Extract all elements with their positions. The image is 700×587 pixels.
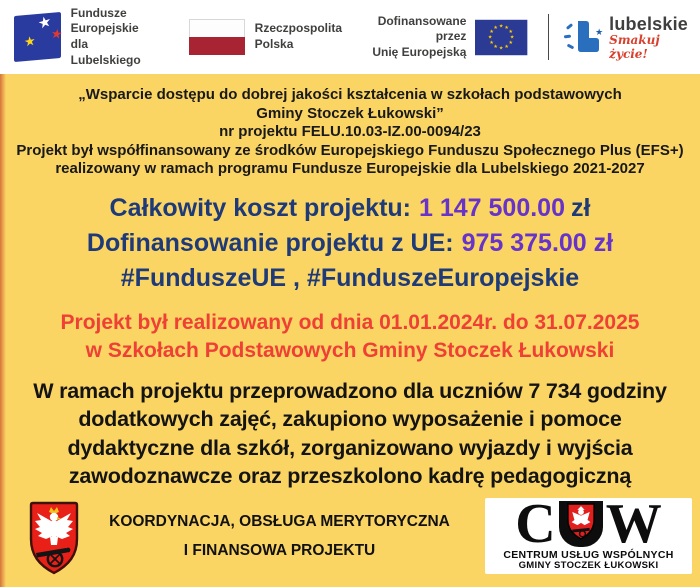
svg-text:★: ★ <box>493 43 499 50</box>
eu-logo-text <box>366 14 466 61</box>
cuw-subtitle-line2: GMINY STOCZEK ŁUKOWSKI <box>518 560 659 572</box>
eu-funding-line <box>0 226 700 261</box>
title-line: nr projektu FELU.10.03-IZ.00-0094/23 <box>219 123 481 141</box>
footer <box>0 492 700 576</box>
eu-logo-line2: Unię Europejską <box>372 44 467 59</box>
cuw-subtitle-line1: CENTRUM USŁUG WSPÓLNYCH <box>503 548 674 561</box>
svg-text:★: ★ <box>508 28 514 35</box>
svg-text:★: ★ <box>488 34 493 40</box>
fe-logo-line1: Fundusze Europejskie <box>70 5 139 36</box>
svg-text:★: ★ <box>508 39 514 46</box>
total-cost-line <box>0 191 700 226</box>
summary-line: dodatkowych zajęć, zakupiono wyposażenie i pomoce <box>78 407 622 432</box>
eu-logo-line1: Dofinansowane przez <box>377 13 467 44</box>
fe-star-white-icon: ★ <box>36 12 54 33</box>
cuw-letter-c: C <box>515 492 556 555</box>
period-line: Projekt był realizowany od dnia 01.01.2024r. do 31.07.2025 <box>60 310 640 334</box>
coordination-line1: KOORDYNACJA, OBSŁUGA MERYTORYCZNA <box>109 512 450 530</box>
svg-text:★: ★ <box>504 43 510 50</box>
lubelskie-l-icon <box>565 15 605 59</box>
fe-logo-text <box>71 6 161 68</box>
svg-text:★: ★ <box>499 44 504 51</box>
summary-line: zawodoznawcze oraz przeszkolono kadrę pedagogiczną <box>68 464 632 489</box>
eu-funding-label: Dofinansowanie projektu z UE: <box>86 228 454 257</box>
municipal-coat-of-arms-icon <box>24 496 84 576</box>
total-cost-currency: zł <box>570 193 591 222</box>
eu-funding-value: 975 375.00 zł <box>461 228 614 257</box>
fe-flag-icon <box>14 12 64 62</box>
eu-funding-logo <box>366 14 528 61</box>
cuw-letters <box>515 492 662 555</box>
poland-logo <box>189 19 342 55</box>
lubelskie-logo <box>565 14 688 61</box>
lubelskie-star-icon: ★ <box>595 27 604 37</box>
hashtags-line: #FunduszeUE , #FunduszeEuropejskie <box>120 263 580 292</box>
project-period-block <box>0 309 700 366</box>
fe-logo-line2: dla Lubelskiego <box>70 37 141 67</box>
poland-flag-icon <box>189 19 245 55</box>
poland-logo-line2: Polska <box>254 37 294 51</box>
svg-text:★: ★ <box>510 34 515 40</box>
fe-star-red-icon: ★ <box>49 25 64 42</box>
project-summary-block <box>0 377 700 491</box>
cuw-letter-u <box>559 501 603 547</box>
svg-text:★: ★ <box>499 23 504 30</box>
title-line: realizowany w ramach programu Fundusze Europejskie dla Lubelskiego 2021-2027 <box>55 160 645 178</box>
poland-flag-white-stripe <box>189 19 245 37</box>
lubelskie-logo-text <box>609 14 688 61</box>
lubelskie-tagline: Smakuj życie! <box>609 32 660 61</box>
fe-lubelskie-logo <box>14 6 161 68</box>
title-line: Projekt był współfinansowany ze środków Europejskiego Funduszu Społecznego Plus (EFS+) <box>16 141 684 159</box>
fe-star-yellow-icon: ★ <box>23 32 37 50</box>
poland-logo-line1: Rzeczpospolita <box>254 21 343 36</box>
svg-text:★: ★ <box>489 28 495 35</box>
eu-flag-icon <box>475 16 527 59</box>
cuw-letter-w: W <box>605 492 662 555</box>
svg-text:★: ★ <box>489 39 495 46</box>
coordination-line2: I FINANSOWA PROJEKTU <box>183 541 376 559</box>
title-line: „Wsparcie dostępu do dobrej jakości kształcenia w szkołach podstawowych <box>78 86 622 103</box>
svg-text:★: ★ <box>504 24 510 31</box>
cuw-logo <box>485 492 692 574</box>
project-info-body <box>0 74 700 587</box>
total-cost-value: 1 147 500.00 <box>419 193 565 222</box>
cuw-shield-icon <box>565 499 597 541</box>
lubelskie-name: lubelskie <box>609 13 688 34</box>
title-line: Gminy Stoczek Łukowski” <box>256 104 444 122</box>
total-cost-label: Całkowity koszt projektu: <box>109 193 411 222</box>
logos-header <box>0 0 700 74</box>
header-divider <box>548 14 549 60</box>
poland-logo-text <box>255 21 342 52</box>
summary-line: W ramach projektu przeprowadzono dla uczniów 7 734 godziny <box>33 378 667 403</box>
financials-block <box>0 191 700 296</box>
project-title-block <box>0 86 700 179</box>
coordination-text <box>84 507 485 565</box>
poland-flag-red-stripe <box>189 37 245 55</box>
period-line: w Szkołach Podstawowych Gminy Stoczek Łukowski <box>85 339 615 363</box>
summary-line: dydaktyczne dla szkół, zorganizowano wyjazdy i wyjścia <box>67 435 633 460</box>
svg-text:★: ★ <box>493 24 499 31</box>
